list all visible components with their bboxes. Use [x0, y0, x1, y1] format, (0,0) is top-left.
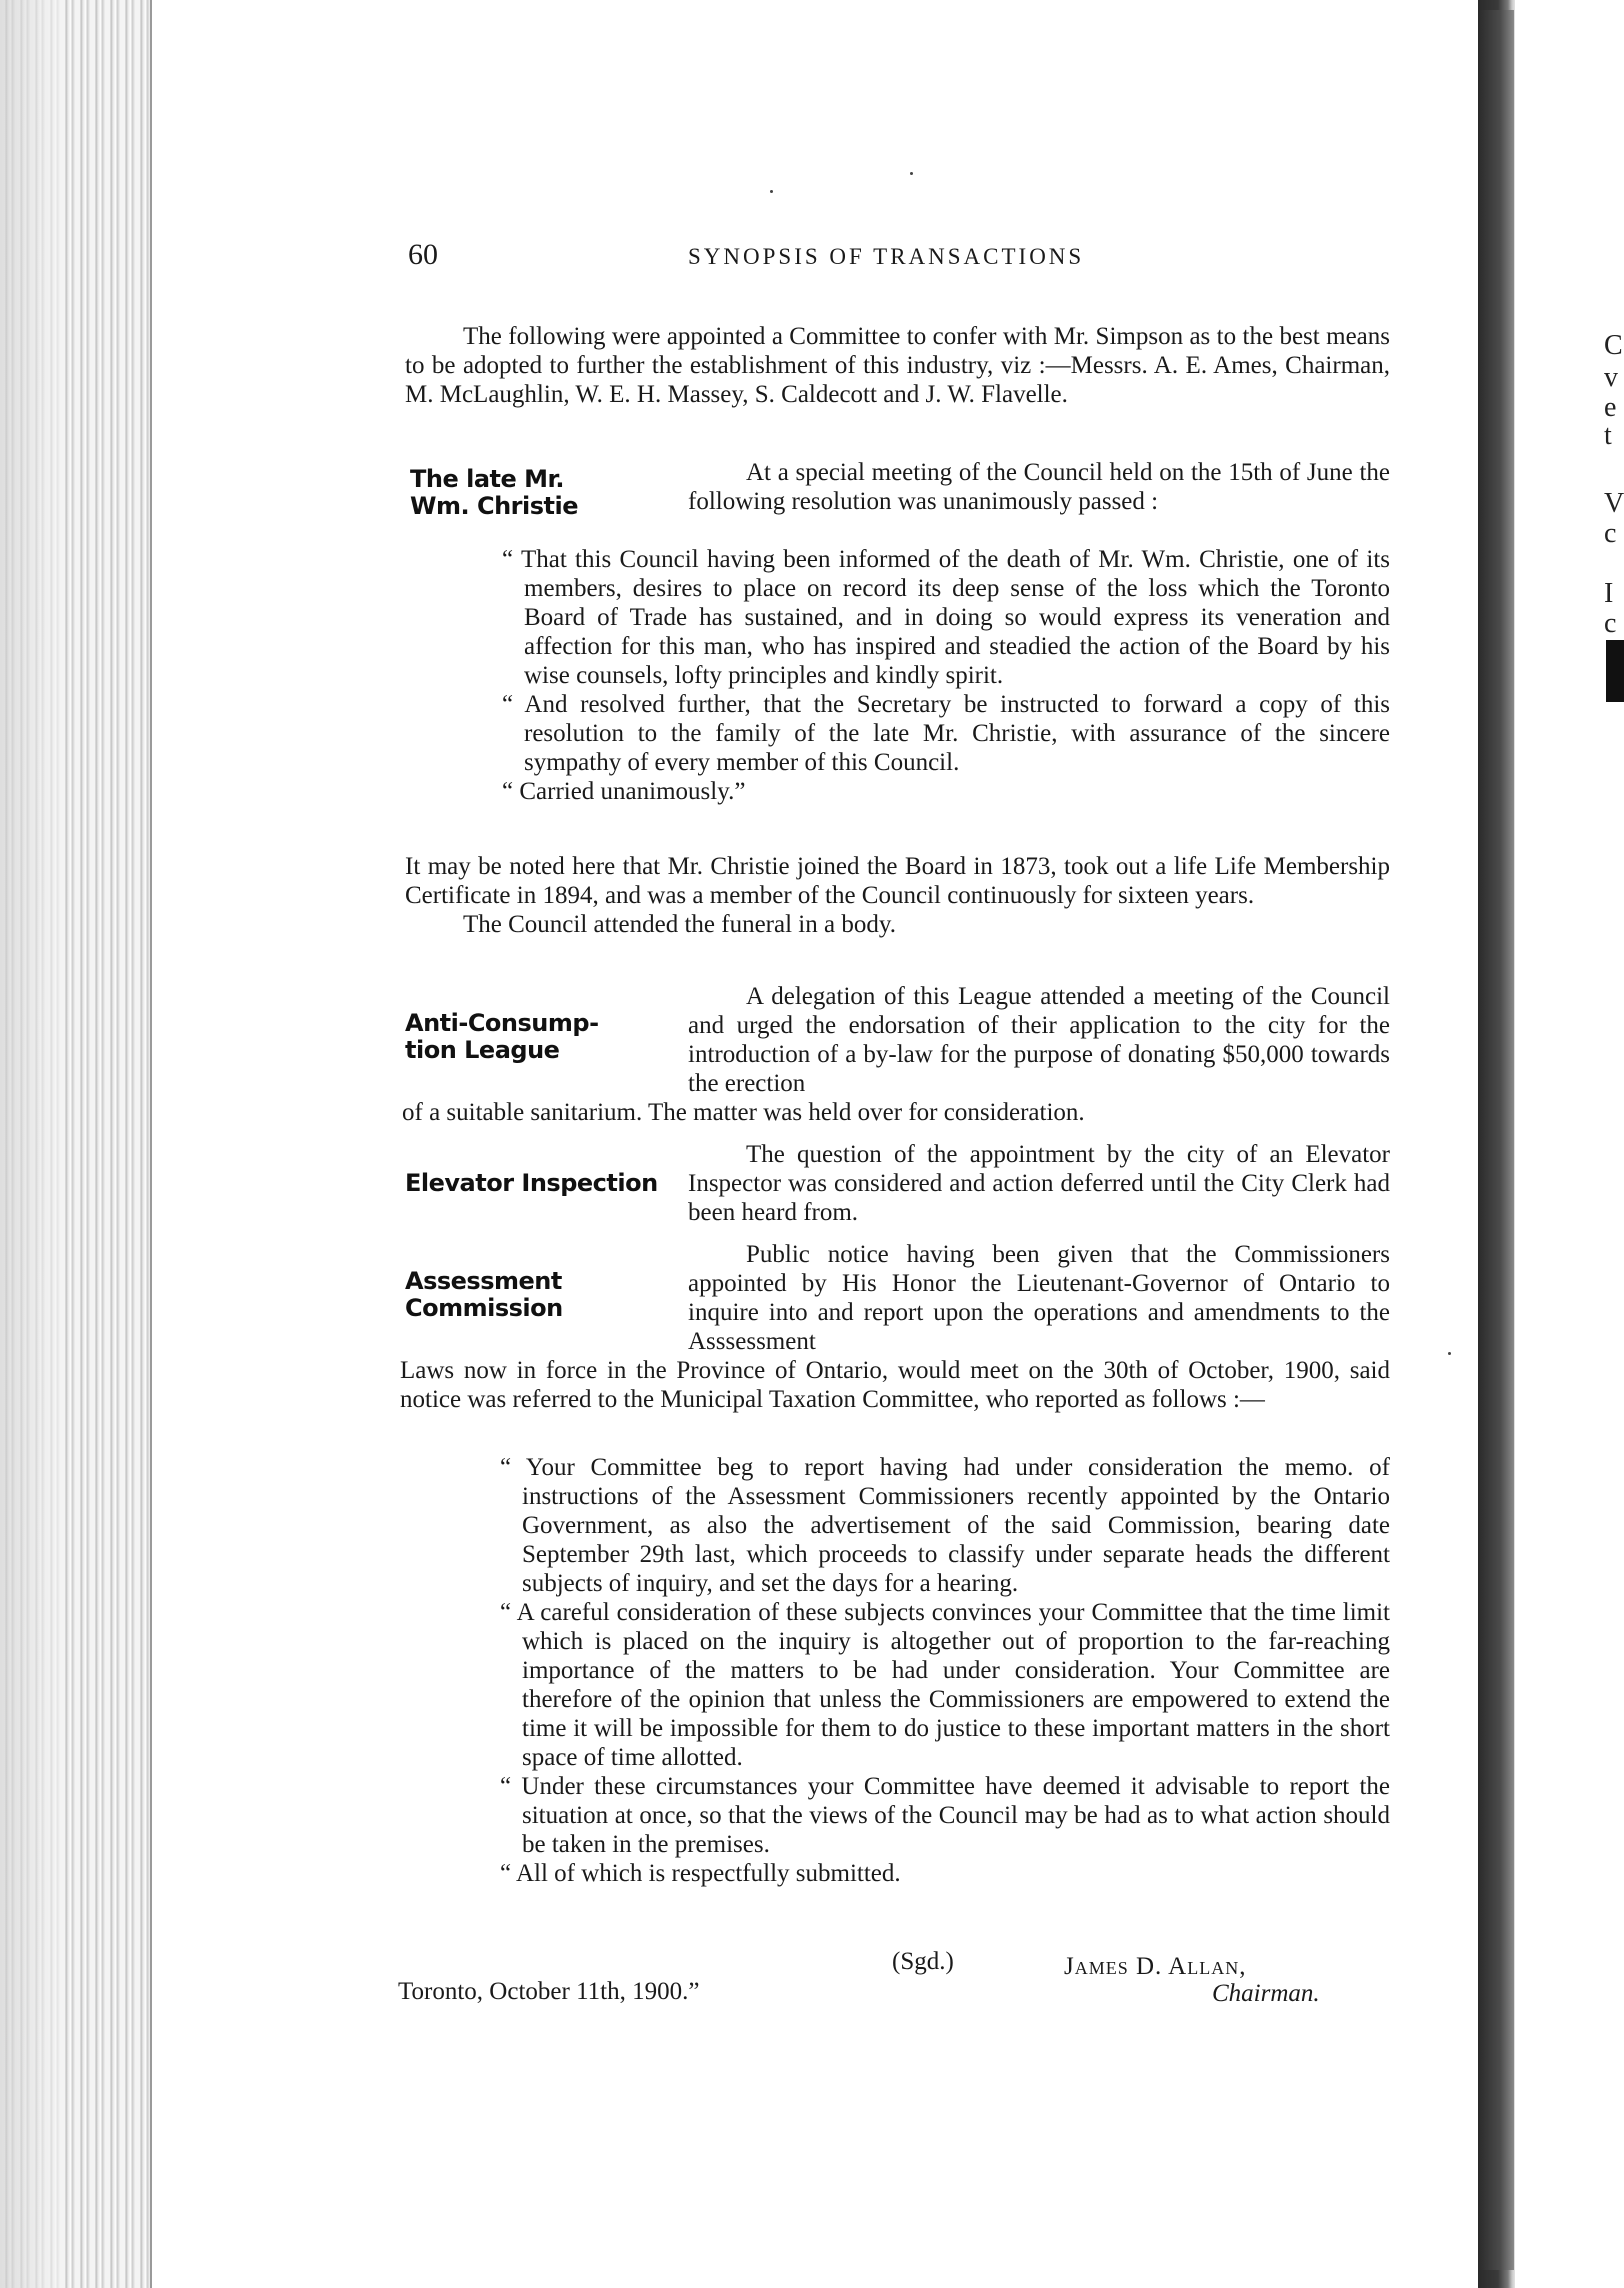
- anti-consumption-body-block: [688, 982, 1390, 1098]
- assessment-report: [460, 1453, 1390, 1888]
- resolution-quote-2: “ And resolved further, that the Secretary be instructed to forward a copy of this resolution to the family of the late Mr. Christie, with assurance of the sincere sympathy of every member of this Council.: [502, 691, 1390, 776]
- report-quote-2: “ A careful consideration of these subjects convinces your Committee that the time limit which is placed on the inquiry is altogether out of proportion to the far-reaching importance of the matters to be had under consideration. Your Committee are therefore of the opinion that unless the Commissioners are empowered to extend the time it will be impossible for them to do justice to these important matters in the short space of time allotted.: [500, 1599, 1390, 1771]
- resolution-quote-1: “ That this Council having been informed of the death of Mr. Wm. Christie, one of its members, desires to place on record its deep sense of the loss which the Toronto Board of Trade has sustained, and in doing so would express its veneration and affection for this man, who has inspired and steadied the action of the Board by his wise counsels, lofty principles and kindly spirit.: [502, 546, 1390, 689]
- facing-page-letter: V: [1604, 488, 1624, 519]
- signature-title: Chairman.: [1212, 1980, 1320, 2007]
- assessment-body: Public notice having been given that the Commissioners appointed by His Honor the Lieutenant-Governor of Ontario to inquire into and report upon the operations and amendments to the Asssessment: [688, 1241, 1390, 1355]
- gutter-shadow: [1480, 10, 1514, 2270]
- facing-page-letter: c: [1604, 518, 1617, 549]
- christie-funeral: The Council attended the funeral in a body.: [463, 911, 896, 938]
- margin-heading-christie: The late Mr. Wm. Christie: [410, 465, 578, 520]
- anti-consumption-rest-block: [402, 1098, 1390, 1127]
- anti-consumption-body: A delegation of this League attended a meeting of the Council and urged the endorsation of their application to the city for the introduction of a by-law for the purpose of donating $50,000 towards the erection: [688, 983, 1390, 1097]
- facing-page-letter: t: [1604, 420, 1612, 451]
- assessment-rest-block: [400, 1356, 1390, 1414]
- paper-speck: [910, 172, 913, 175]
- book-page-edges: [0, 0, 152, 2288]
- anti-consumption-rest: of a suitable sanitarium. The matter was held over for consideration.: [402, 1099, 1085, 1126]
- committee-paragraph-block: [405, 322, 1390, 409]
- report-quote-4: “ All of which is respectfully submitted.: [500, 1860, 901, 1887]
- christie-note: It may be noted here that Mr. Christie joined the Board in 1873, took out a life Life Membership Certificate in 1894, and was a member of the Council continuously for sixteen years.: [405, 853, 1390, 909]
- signature-name: James D. Allan,: [1064, 1953, 1247, 1980]
- margin-heading-assessment: Assessment Commission: [405, 1267, 563, 1322]
- christie-intro: At a special meeting of the Council held on the 15th of June the following resolution was unanimously passed :: [688, 459, 1390, 515]
- christie-note-block: [405, 852, 1390, 939]
- facing-page-letter: I: [1604, 578, 1614, 609]
- paper-speck: [1448, 1352, 1451, 1355]
- facing-page-letter: v: [1604, 362, 1618, 393]
- christie-intro-block: [688, 458, 1390, 516]
- facing-page-letter: C: [1604, 330, 1623, 361]
- elevator-body: The question of the appointment by the city of an Elevator Inspector was considered and action deferred until the City Clerk had been heard from.: [688, 1141, 1390, 1226]
- signature-sgd: (Sgd.): [892, 1948, 954, 1975]
- elevator-body-block: [688, 1140, 1390, 1227]
- signature-place-date: Toronto, October 11th, 1900.”: [398, 1978, 700, 2005]
- report-quote-3: “ Under these circumstances your Committee have deemed it advisable to report the situation at once, so that the views of the Council may be had as to what action should be taken in the premises.: [500, 1773, 1390, 1858]
- running-head: SYNOPSIS OF TRANSACTIONS: [688, 244, 1085, 269]
- resolution-quote-3: “ Carried unanimously.”: [502, 778, 746, 805]
- facing-page-mark: [1606, 640, 1624, 702]
- paper-speck: [770, 190, 773, 193]
- christie-resolution: [462, 545, 1390, 806]
- assessment-rest: Laws now in force in the Province of Ontario, would meet on the 30th of October, 1900, said notice was referred to the Municipal Taxation Committee, who reported as follows :—: [400, 1357, 1390, 1413]
- committee-paragraph: The following were appointed a Committee to confer with Mr. Simpson as to the best means to be adopted to further the establishment of this industry, viz :—Messrs. A. E. Ames, Chairman, M. McLaughlin, W. E. H. Massey, S. Caldecott and J. W. Flavelle.: [405, 323, 1390, 408]
- facing-page-letter: c: [1604, 608, 1617, 639]
- margin-heading-elevator: Elevator Inspection: [405, 1169, 658, 1197]
- facing-page-letter: e: [1604, 392, 1617, 423]
- page-number: 60: [408, 238, 438, 271]
- page-header: [408, 238, 1398, 278]
- report-quote-1: “ Your Committee beg to report having had under consideration the memo. of instructions of the Assessment Commissioners recently appointed by the Ontario Government, as also the advertisement of the said Commission, bearing date September 29th last, which proceeds to classify under separate heads the different subjects of inquiry, and set the days for a hearing.: [500, 1454, 1390, 1597]
- margin-heading-anti-consumption: Anti-Consump- tion League: [405, 1009, 599, 1064]
- assessment-body-block: [688, 1240, 1390, 1356]
